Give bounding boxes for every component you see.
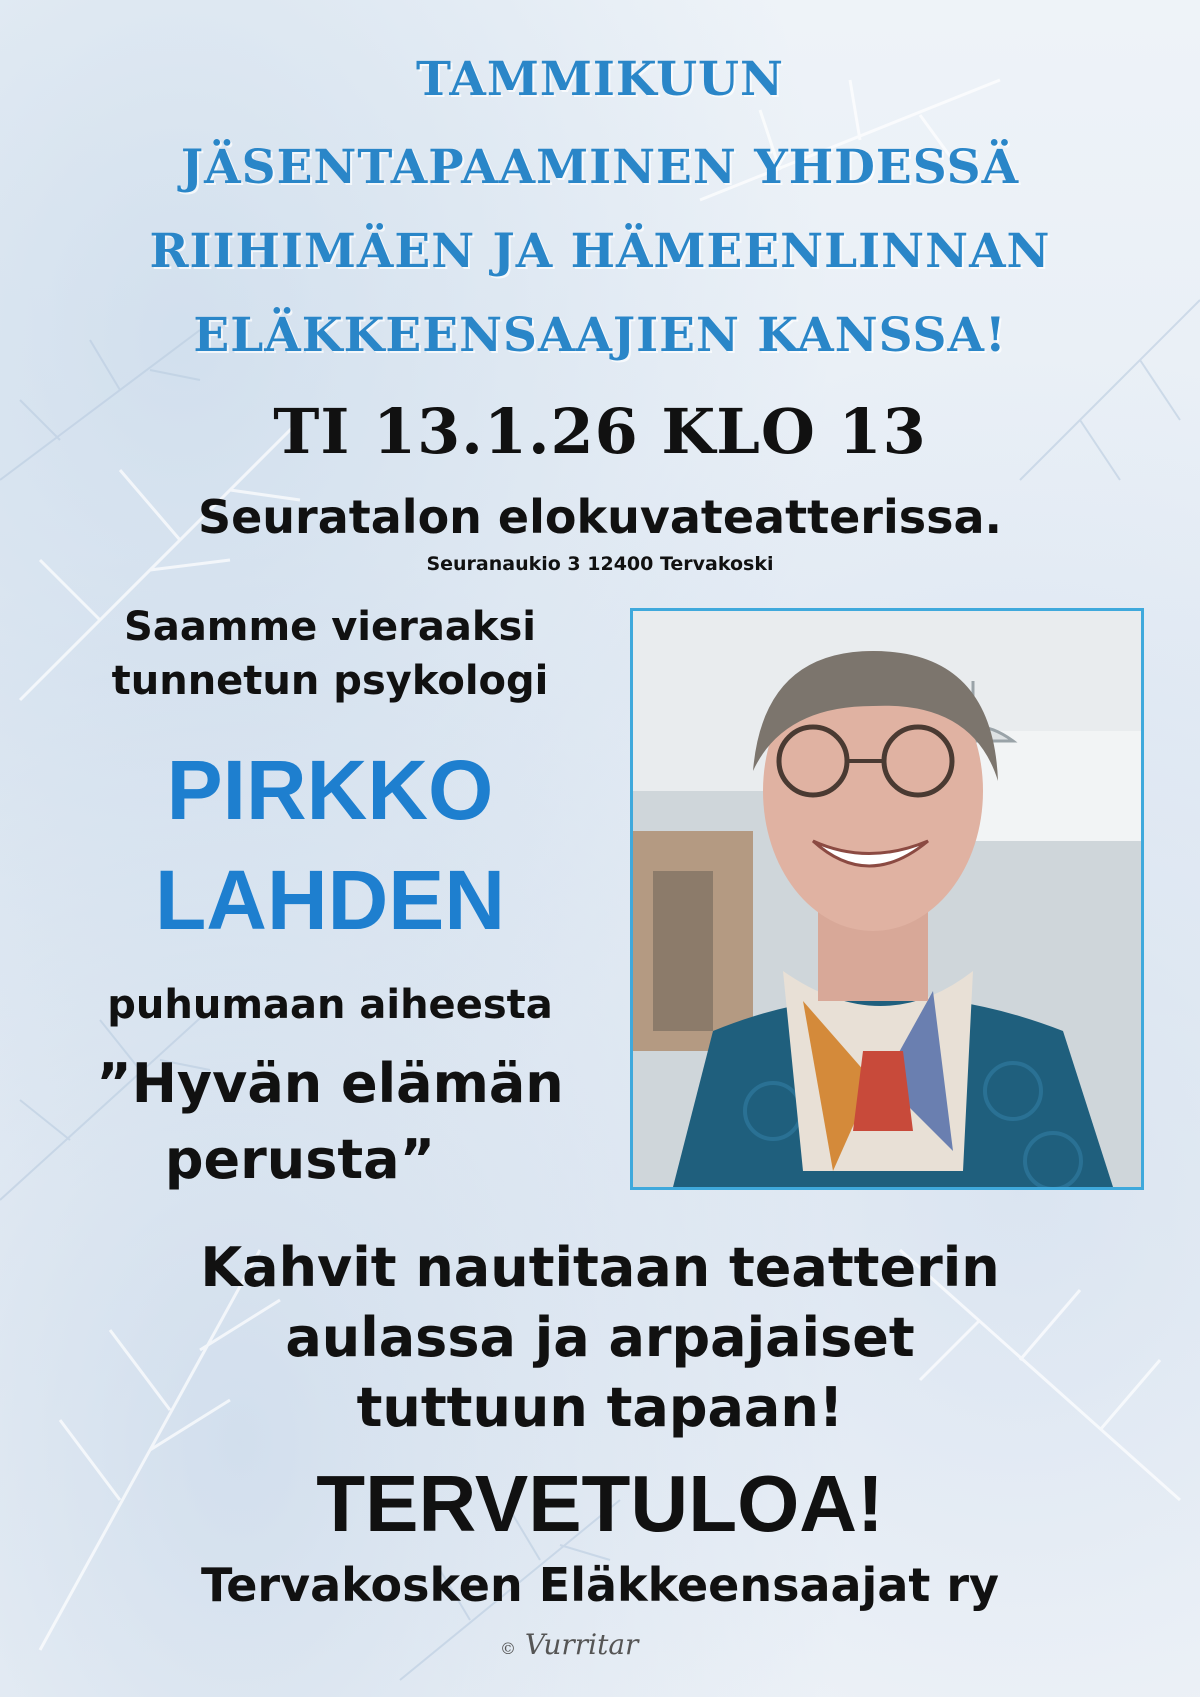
coffee-line-2: aulassa ja arpajaiset bbox=[285, 1306, 915, 1369]
guest-intro-line-2: tunnetun psykologi bbox=[111, 658, 549, 704]
topic-intro: puhumaan aiheesta bbox=[107, 982, 553, 1028]
headline-line-3: RIIHIMÄEN JA HÄMEENLINNAN bbox=[149, 224, 1051, 279]
coffee-line-1: Kahvit nautitaan teatterin bbox=[200, 1236, 1000, 1299]
topic-line-1: ”Hyvän elämän bbox=[96, 1052, 564, 1115]
organizer: Tervakosken Eläkkeensaajat ry bbox=[200, 1558, 1000, 1612]
venue: Seuratalon elokuvateatterissa. bbox=[197, 490, 1003, 544]
signature bbox=[500, 1628, 700, 1661]
headline-line-4: ELÄKKEENSAAJIEN KANSSA! bbox=[193, 308, 1007, 363]
copyright-symbol: © bbox=[500, 1639, 516, 1658]
headline-line-1: TAMMIKUUN bbox=[415, 52, 785, 107]
event-date-time: TI 13.1.26 KLO 13 bbox=[273, 395, 927, 468]
headline-line-2: JÄSENTAPAAMINEN YHDESSÄ bbox=[180, 140, 1020, 195]
welcome: TERVETULOA! bbox=[316, 1459, 884, 1548]
topic-line-2: perusta” bbox=[164, 1128, 436, 1191]
signature-text: Vurritar bbox=[524, 1628, 639, 1661]
guest-name-line-1: PIRKKO bbox=[166, 743, 494, 837]
address: Seuranaukio 3 12400 Tervakoski bbox=[426, 553, 774, 575]
speaker-photo bbox=[630, 608, 1144, 1190]
guest-intro-line-1: Saamme vieraaksi bbox=[124, 604, 536, 650]
guest-name-line-2: LAHDEN bbox=[155, 853, 505, 947]
coffee-line-3: tuttuun tapaan! bbox=[356, 1376, 844, 1439]
